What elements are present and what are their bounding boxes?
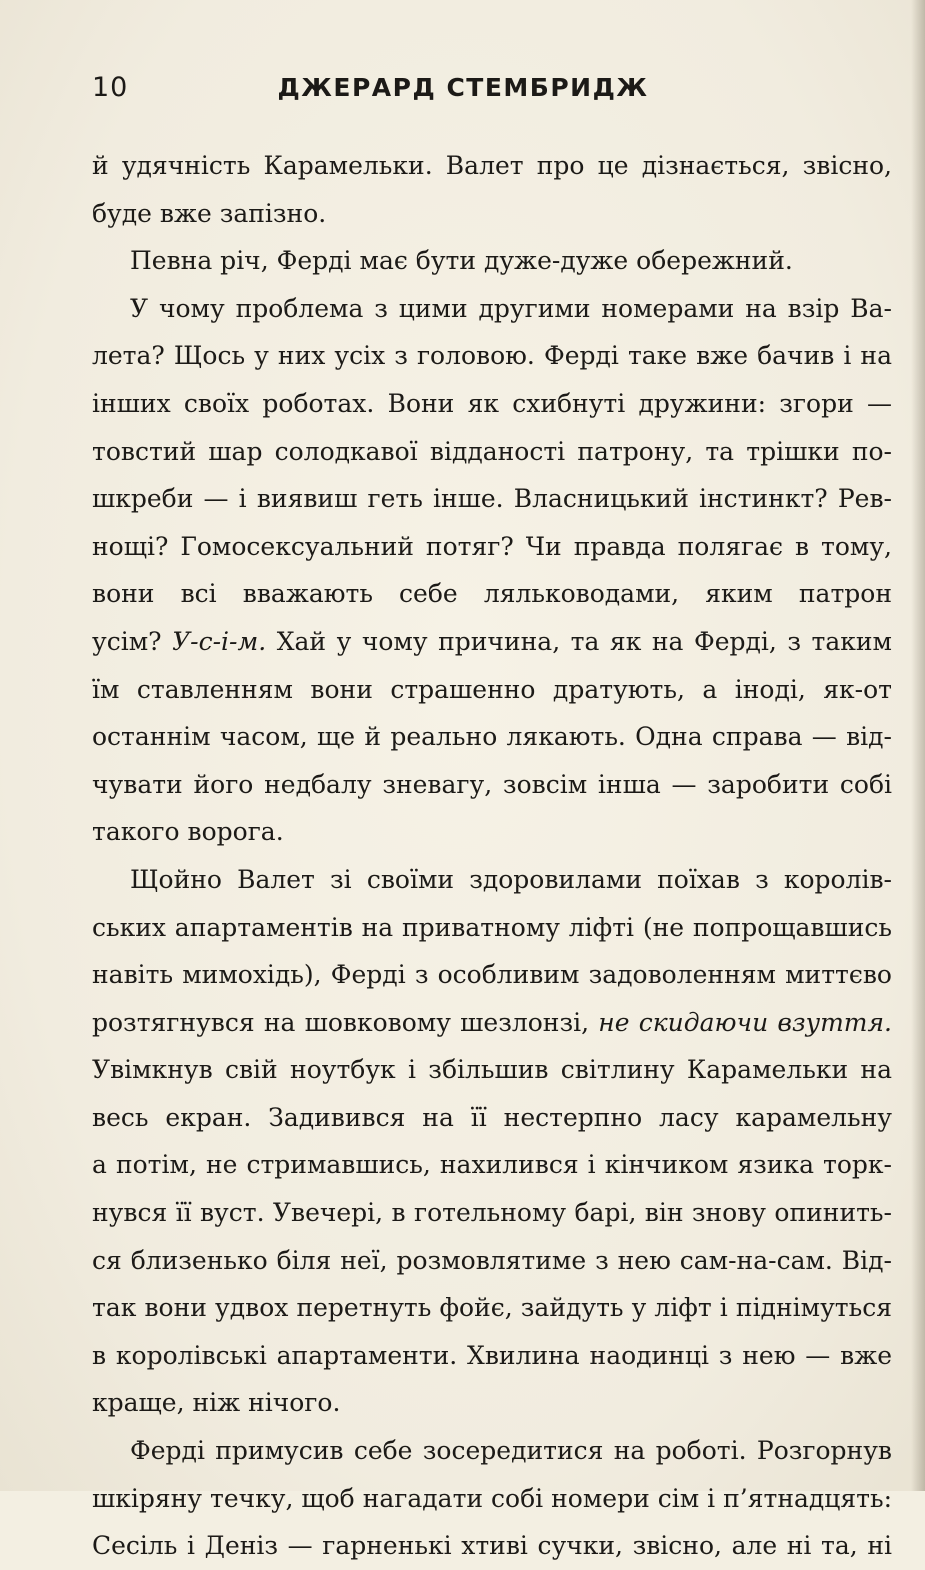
text-segment: в королівські апартаменти. Хвилина наодинці з нею — вже <box>92 1340 892 1370</box>
text-line <box>92 190 892 238</box>
text-segment: лета? Щось у них усіх з головою. Ферді таке вже бачив і на <box>92 341 892 371</box>
paragraph <box>92 237 892 285</box>
text-segment: вони всі вважають себе ляльководами, яким патрон <box>92 579 892 609</box>
text-segment: ських апартаментів на приватному ліфті (не попрощавшись <box>92 912 892 942</box>
text-line <box>92 1332 892 1380</box>
text-segment: нувся її вуст. Увечері, в готельному барі, він знову опинить- <box>92 1198 892 1228</box>
text-segment: ся близенько біля неї, розмовлятиме з нею сам-на-сам. Від- <box>92 1245 892 1275</box>
text-segment: Сесіль і Деніз — гарненькі хтиві сучки, звісно, але ні та, ні <box>92 1531 892 1561</box>
text-segment: чувати його недбалу зневагу, зовсім інша — заробити собі <box>92 769 892 799</box>
text-segment: навіть мимохідь), Ферді з особливим задоволенням миттєво <box>92 960 892 990</box>
text-segment: інших своїх роботах. Вони як схибнуті дружини: згори — <box>92 388 892 418</box>
text-line <box>92 523 892 571</box>
text-segment: весь екран. Задивився на її нестерпно ласу карамельну <box>92 1102 892 1132</box>
text-line <box>92 904 892 952</box>
paragraph <box>92 285 892 856</box>
text-line <box>92 856 892 904</box>
italic-text: У-с-і-м. <box>172 626 267 656</box>
text-line <box>92 1141 892 1189</box>
text-line <box>92 1237 892 1285</box>
paragraph <box>92 1427 892 1570</box>
body-text <box>92 142 892 1570</box>
text-segment: Увімкнув свій ноутбук і збільшив світлину Карамельки на <box>92 1055 892 1085</box>
text-segment: буде вже запізно. <box>92 198 327 228</box>
text-line <box>92 1379 892 1427</box>
text-segment: шкреби — і виявиш геть інше. Власницький інстинкт? Рев- <box>92 484 892 514</box>
text-line <box>92 1094 892 1142</box>
text-line <box>92 951 892 999</box>
text-segment: а потім, не стримавшись, нахилився і кінчиком язика торк- <box>92 1150 892 1180</box>
text-segment: Щойно Валет зі своїми здоровилами поїхав з королів- <box>130 864 892 894</box>
text-line <box>92 428 892 476</box>
text-line <box>92 285 892 333</box>
text-line <box>92 761 892 809</box>
text-line <box>92 570 892 618</box>
text-segment: так вони удвох перетнуть фойє, зайдуть у ліфт і піднімуться <box>92 1293 892 1323</box>
text-line <box>92 237 892 285</box>
text-line <box>92 1189 892 1237</box>
text-line <box>92 1284 892 1332</box>
text-line <box>92 332 892 380</box>
text-segment: такого ворога. <box>92 817 284 847</box>
text-line <box>92 142 892 190</box>
text-line <box>92 1475 892 1523</box>
text-segment: останнім часом, ще й реально лякають. Одна справа — від- <box>92 722 892 752</box>
text-segment: шкіряну течку, щоб нагадати собі номери сім і п’ятнадцять: <box>92 1483 892 1513</box>
text-segment: краще, ніж нічого. <box>92 1388 341 1418</box>
text-line <box>92 1522 892 1570</box>
text-segment: нощі? Гомосексуальний потяг? Чи правда полягає в тому, <box>92 531 892 561</box>
text-line <box>92 999 892 1047</box>
text-segment: розтягнувся на шовковому шезлонзі, <box>92 1007 599 1037</box>
text-line <box>92 475 892 523</box>
text-line <box>92 618 892 666</box>
text-segment: Певна річ, Ферді має бути дуже-дуже обережний. <box>130 246 793 276</box>
text-segment: усім? <box>92 626 173 656</box>
page-number: 10 <box>92 72 129 103</box>
page-edge-shadow <box>911 0 925 1491</box>
text-line <box>92 1046 892 1094</box>
running-head-author: ДЖЕРАРД СТЕМБРИДЖ <box>277 73 649 102</box>
paragraph <box>92 856 892 1427</box>
text-segment: Ферді примусив себе зосередитися на роботі. Розгорнув <box>130 1436 892 1466</box>
text-line <box>92 808 892 856</box>
text-segment: й удячність Карамельки. Валет про це дізнається, звісно, <box>92 151 892 180</box>
text-line <box>92 380 892 428</box>
text-line <box>92 713 892 761</box>
text-line <box>92 666 892 714</box>
text-segment: товстий шар солодкавої відданості патрону, та трішки по- <box>92 436 892 466</box>
text-segment: У чому проблема з цими другими номерами на взір Ва- <box>130 293 892 323</box>
paragraph <box>92 142 892 237</box>
page-header <box>92 64 834 112</box>
italic-text: не скидаючи взуття. <box>598 1007 892 1037</box>
text-line <box>92 1427 892 1475</box>
text-segment: їм ставленням вони страшенно дратують, а іноді, як-от <box>92 674 892 704</box>
text-segment: Хай у чому причина, та як на Ферді, з таким <box>276 626 892 656</box>
